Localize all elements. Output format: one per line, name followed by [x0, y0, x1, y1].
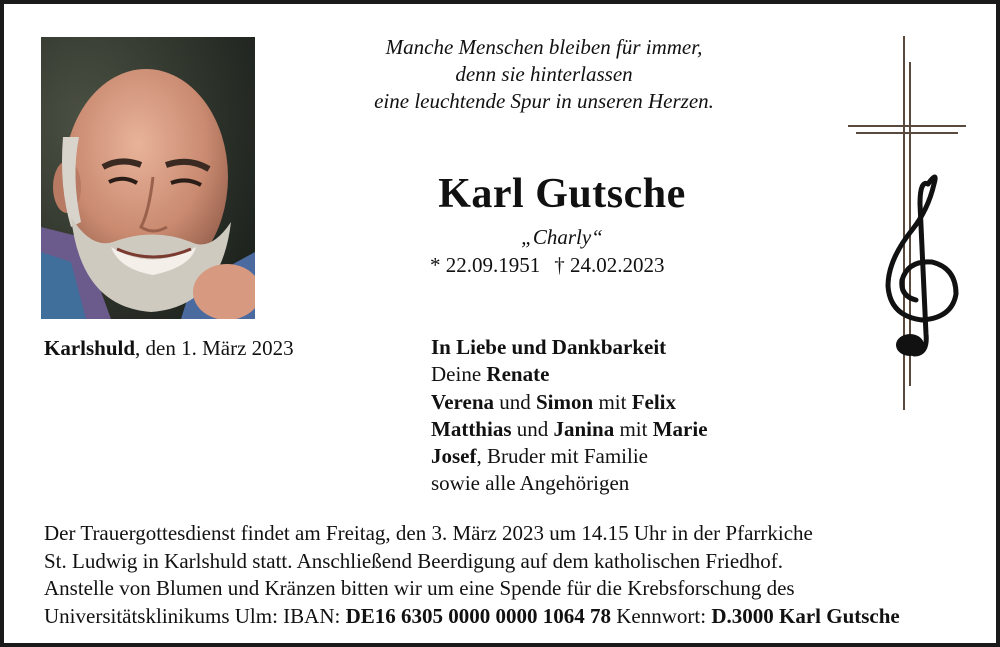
portrait-photo-graphic	[41, 37, 255, 319]
place-and-date	[44, 334, 294, 362]
service-line	[44, 603, 984, 631]
family-text: und	[494, 389, 536, 414]
memorial-quote	[334, 34, 754, 115]
family-text: mit	[614, 416, 653, 441]
quote-line: eine leuchtende Spur in unseren Herzen.	[374, 89, 714, 113]
family-member: Matthias	[431, 416, 512, 441]
family-signature	[431, 334, 708, 498]
family-text: Deine	[431, 362, 487, 387]
life-dates	[430, 252, 665, 278]
family-line	[431, 416, 708, 443]
service-line: St. Ludwig in Karlshuld statt. Anschließend Beerdigung auf dem katholischen Friedhof.	[44, 548, 783, 573]
birth-date: * 22.09.1951	[430, 253, 541, 277]
iban-number: DE16 6305 0000 0000 1064 78	[345, 603, 612, 628]
family-member: Janina	[553, 416, 615, 441]
family-member: Simon	[536, 389, 594, 414]
family-line	[431, 361, 708, 388]
service-line: Anstelle von Blumen und Kränzen bitten wir um eine Spende für die Krebsforschung des	[44, 576, 795, 600]
deceased-name: Karl Gutsche	[438, 171, 686, 217]
portrait-photo	[41, 37, 255, 319]
family-member: Felix	[631, 389, 677, 414]
family-member: Marie	[652, 416, 708, 441]
deceased-nickname: „Charly“	[521, 225, 603, 249]
family-text: und	[511, 416, 554, 441]
family-member: Josef	[431, 444, 477, 469]
family-line	[431, 389, 708, 416]
service-information	[44, 520, 984, 630]
service-line: Der Trauergottesdienst findet am Freitag, den 3. März 2023 um 14.15 Uhr in der Pfarrkiche	[44, 521, 813, 545]
family-member: Verena	[431, 389, 494, 414]
service-text: Kennwort:	[611, 603, 712, 628]
notice-date: , den 1. März 2023	[135, 336, 294, 360]
family-text: mit	[593, 389, 632, 414]
death-date: † 24.02.2023	[554, 253, 665, 277]
quote-line: Manche Menschen bleiben für immer,	[385, 35, 703, 59]
cross-clef-graphic	[842, 34, 972, 414]
family-member: Renate	[486, 362, 550, 387]
donation-keyword: D.3000 Karl Gutsche	[711, 603, 900, 628]
quote-line: denn sie hinterlassen	[455, 62, 633, 86]
family-heading: In Liebe und Dankbarkeit	[431, 335, 667, 359]
family-text: , Bruder mit Familie	[476, 444, 648, 469]
family-line: sowie alle Angehörigen	[431, 471, 630, 496]
cross-with-treble-clef-icon	[842, 34, 972, 414]
place-name: Karlshuld	[44, 336, 136, 360]
family-line	[431, 443, 708, 470]
service-text: Universitätsklinikums Ulm: IBAN:	[44, 603, 346, 628]
